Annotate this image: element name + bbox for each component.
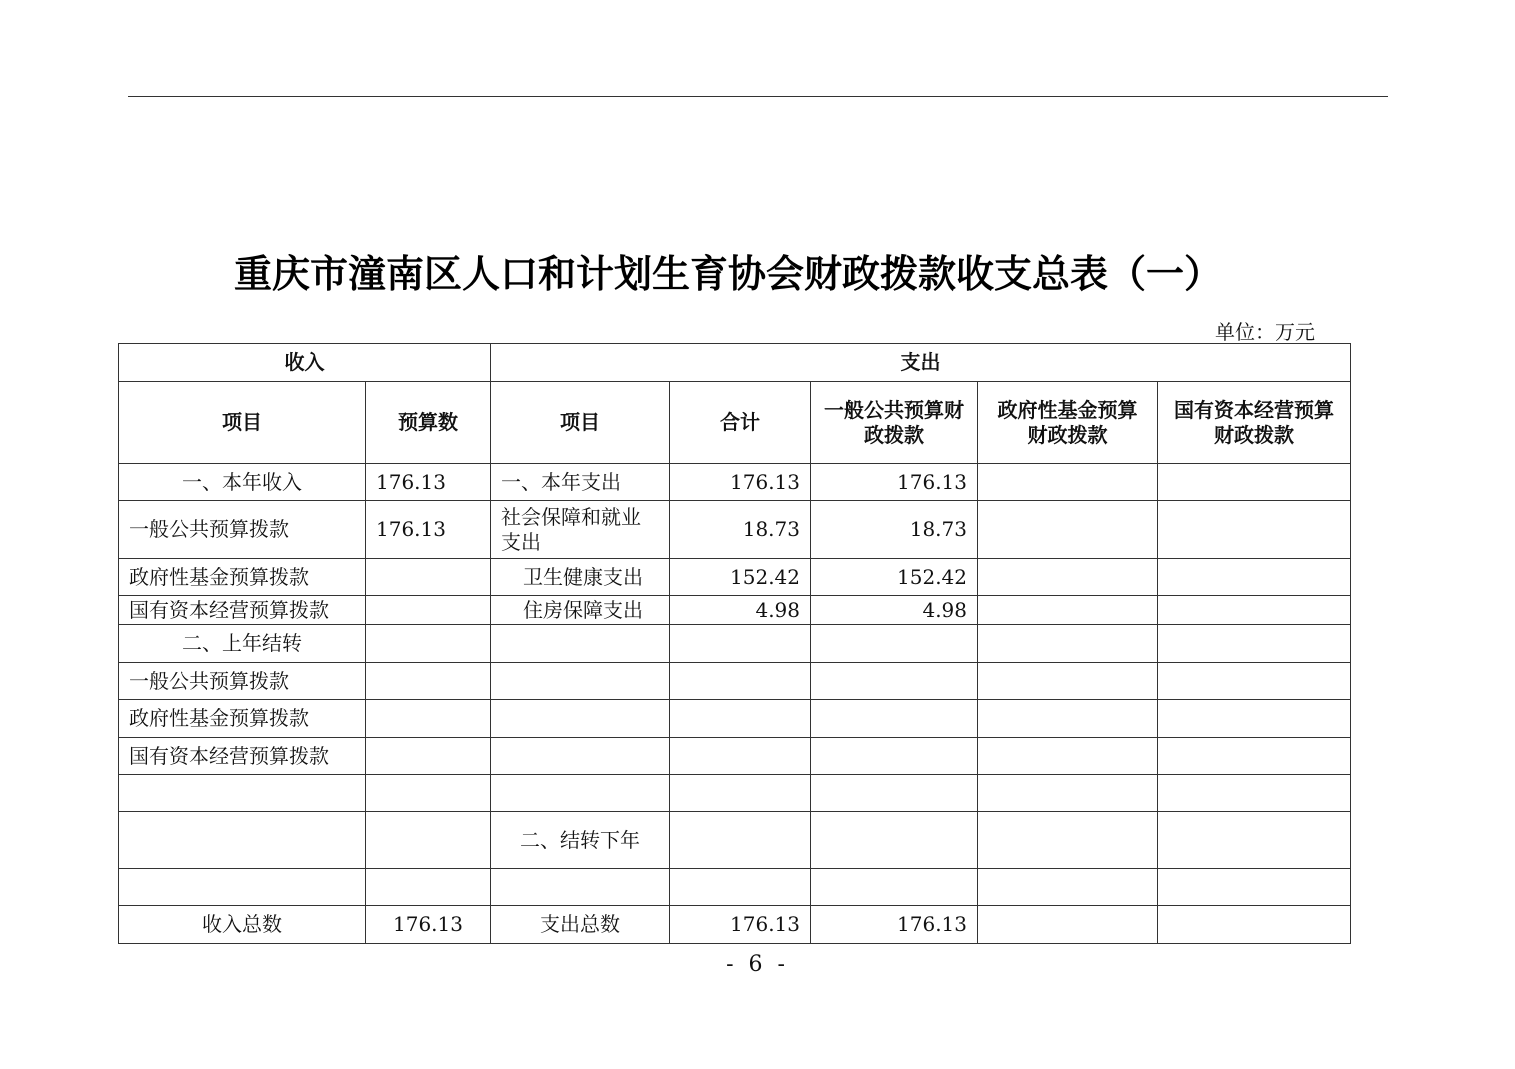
general-cell: [811, 812, 978, 869]
capital-cell: [1158, 775, 1351, 812]
income-budget-cell: [366, 663, 491, 700]
expense-item-cell: [491, 775, 670, 812]
income-budget-cell: [366, 738, 491, 775]
income-total-value: 176.13: [366, 906, 491, 944]
total-cell: 176.13: [670, 464, 811, 501]
table-row: [119, 625, 1351, 663]
income-item-cell: 一般公共预算拨款: [119, 501, 366, 559]
fund-cell: [978, 775, 1158, 812]
general-cell: 176.13: [811, 464, 978, 501]
capital-cell: [1158, 869, 1351, 906]
expense-item-cell: [491, 738, 670, 775]
unit-label: 单位：万元: [1215, 320, 1315, 344]
capital-cell: [1158, 663, 1351, 700]
capital-cell: [1158, 596, 1351, 625]
fund-cell: [978, 501, 1158, 559]
income-budget-cell: [366, 625, 491, 663]
total-cell: [670, 869, 811, 906]
general-cell: [811, 738, 978, 775]
income-item-cell: [119, 869, 366, 906]
total-cell: 176.13: [670, 906, 811, 944]
capital-cell: [1158, 464, 1351, 501]
fund-cell: [978, 464, 1158, 501]
general-cell: [811, 700, 978, 738]
total-cell: [670, 812, 811, 869]
capital-cell: [1158, 559, 1351, 596]
fund-cell: [978, 906, 1158, 944]
fund-cell: [978, 738, 1158, 775]
table-row: [119, 775, 1351, 812]
capital-cell: [1158, 700, 1351, 738]
col-header-capital: 国有资本经营预算财政拨款: [1158, 382, 1351, 464]
fund-cell: [978, 663, 1158, 700]
total-cell: 4.98: [670, 596, 811, 625]
fund-cell: [978, 700, 1158, 738]
income-item-cell: [119, 775, 366, 812]
expense-item-cell: 二、结转下年: [491, 812, 670, 869]
expense-item-cell: 卫生健康支出: [491, 559, 670, 596]
table-row: [119, 559, 1351, 596]
expense-item-cell: 一、本年支出: [491, 464, 670, 501]
expense-item-cell: 住房保障支出: [491, 596, 670, 625]
col-header-budget: 预算数: [366, 382, 491, 464]
col-header-total: 合计: [670, 382, 811, 464]
table-row: [119, 501, 1351, 559]
income-header: 收入: [119, 344, 491, 382]
total-cell: [670, 738, 811, 775]
total-cell: [670, 625, 811, 663]
table-row: [119, 700, 1351, 738]
table-row: [119, 464, 1351, 501]
col-header-expense-item: 项目: [491, 382, 670, 464]
col-header-fund: 政府性基金预算财政拨款: [978, 382, 1158, 464]
income-item-cell: 一、本年收入: [119, 464, 366, 501]
general-cell: [811, 663, 978, 700]
income-budget-cell: [366, 559, 491, 596]
page-title: 重庆市潼南区人口和计划生育协会财政拨款收支总表（一）: [233, 252, 1222, 296]
income-total-label: 收入总数: [119, 906, 366, 944]
section-header-row: [119, 344, 1351, 382]
expense-item-cell: [491, 663, 670, 700]
fund-cell: [978, 559, 1158, 596]
page-number: - 6 -: [726, 952, 789, 977]
income-item-cell: 国有资本经营预算拨款: [119, 596, 366, 625]
fund-cell: [978, 596, 1158, 625]
total-cell: 18.73: [670, 501, 811, 559]
table-row: [119, 812, 1351, 869]
total-cell: [670, 663, 811, 700]
expense-item-cell: 社会保障和就业支出: [491, 501, 670, 559]
general-cell: [811, 775, 978, 812]
expense-item-cell: [491, 625, 670, 663]
general-cell: 176.13: [811, 906, 978, 944]
income-budget-cell: 176.13: [366, 501, 491, 559]
header-rule: [128, 96, 1388, 97]
income-budget-cell: [366, 596, 491, 625]
table-row: [119, 596, 1351, 625]
income-budget-cell: [366, 700, 491, 738]
fund-cell: [978, 812, 1158, 869]
expense-total-label: 支出总数: [491, 906, 670, 944]
total-cell: [670, 775, 811, 812]
income-item-cell: 二、上年结转: [119, 625, 366, 663]
income-item-cell: 政府性基金预算拨款: [119, 559, 366, 596]
table-row: [119, 869, 1351, 906]
capital-cell: [1158, 625, 1351, 663]
income-budget-cell: [366, 869, 491, 906]
total-cell: [670, 700, 811, 738]
income-item-cell: [119, 812, 366, 869]
expense-item-cell: [491, 869, 670, 906]
expense-item-cell: [491, 700, 670, 738]
table-row: [119, 663, 1351, 700]
income-item-cell: 国有资本经营预算拨款: [119, 738, 366, 775]
capital-cell: [1158, 812, 1351, 869]
general-cell: 4.98: [811, 596, 978, 625]
col-header-general: 一般公共预算财政拨款: [811, 382, 978, 464]
capital-cell: [1158, 906, 1351, 944]
income-item-cell: 政府性基金预算拨款: [119, 700, 366, 738]
capital-cell: [1158, 501, 1351, 559]
col-header-income-item: 项目: [119, 382, 366, 464]
expense-header: 支出: [491, 344, 1351, 382]
table-row: [119, 738, 1351, 775]
fund-cell: [978, 625, 1158, 663]
capital-cell: [1158, 738, 1351, 775]
total-cell: 152.42: [670, 559, 811, 596]
income-budget-cell: [366, 775, 491, 812]
column-header-row: [119, 382, 1351, 464]
totals-row: [119, 906, 1351, 944]
income-budget-cell: [366, 812, 491, 869]
general-cell: 18.73: [811, 501, 978, 559]
budget-summary-table: [118, 343, 1351, 944]
income-item-cell: 一般公共预算拨款: [119, 663, 366, 700]
income-budget-cell: 176.13: [366, 464, 491, 501]
general-cell: [811, 625, 978, 663]
general-cell: 152.42: [811, 559, 978, 596]
fund-cell: [978, 869, 1158, 906]
general-cell: [811, 869, 978, 906]
